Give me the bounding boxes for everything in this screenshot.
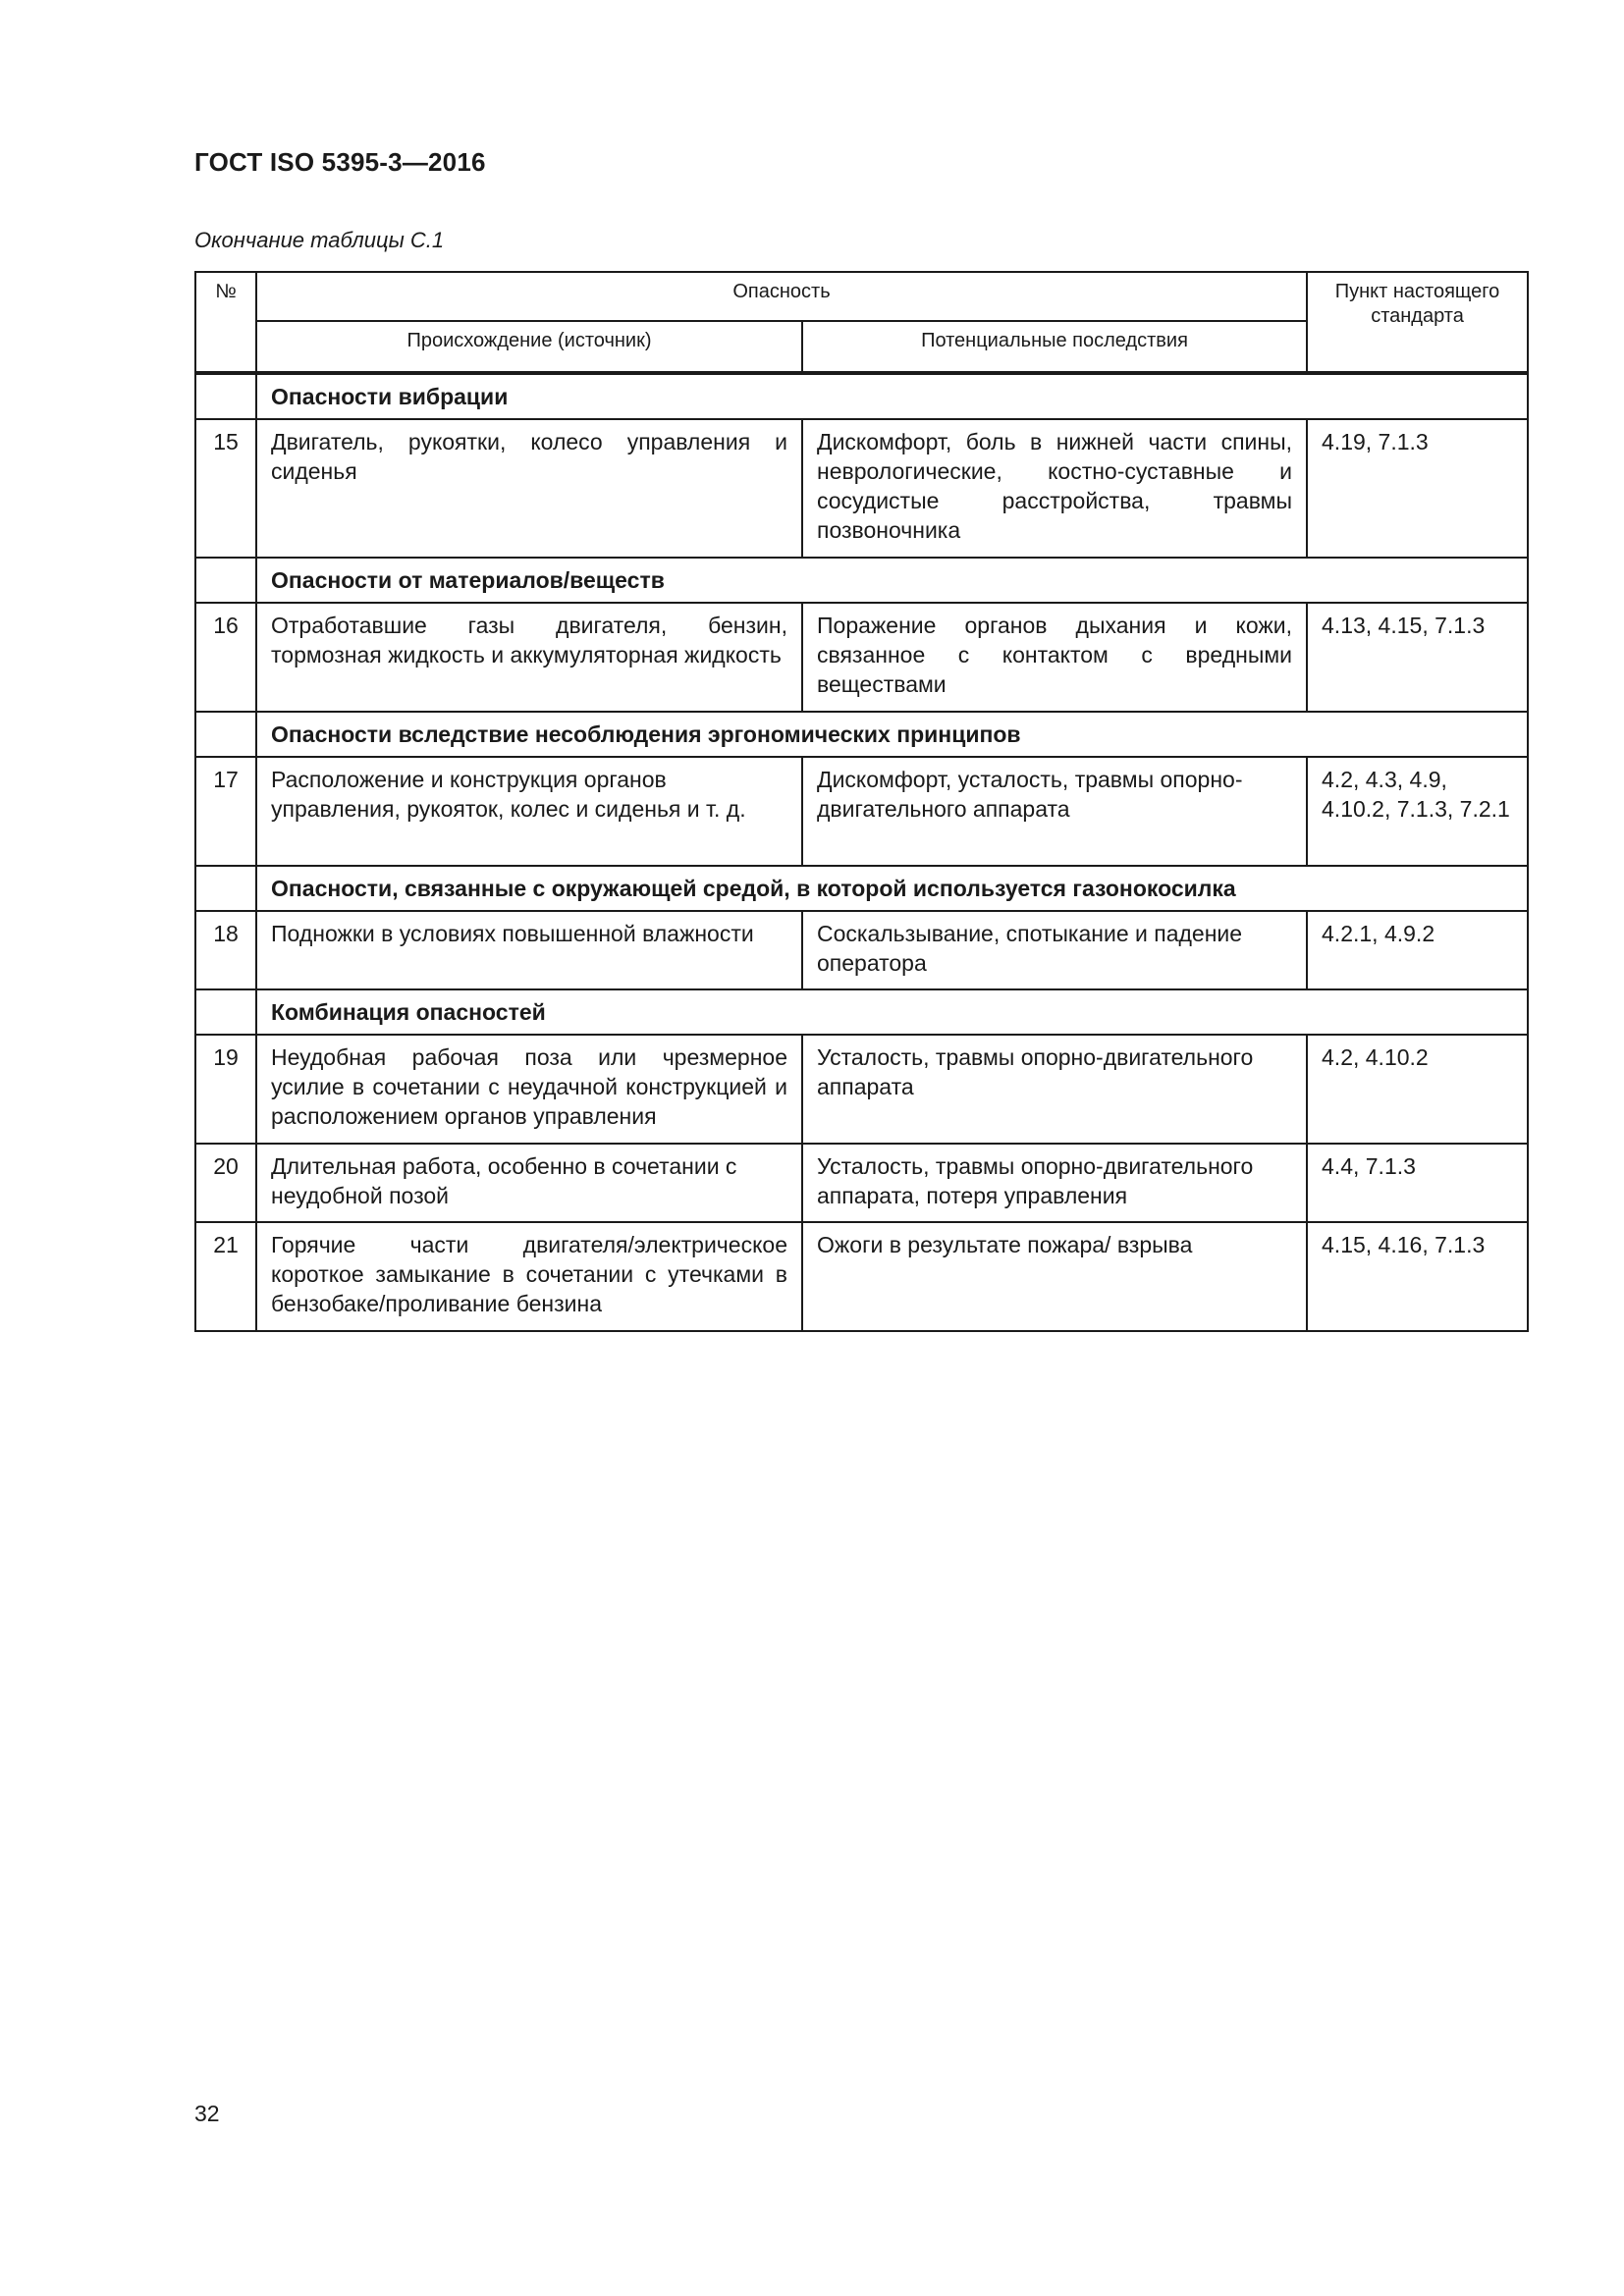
column-header-clause: Пункт настоящего стандарта (1307, 272, 1528, 373)
row-number: 20 (195, 1144, 256, 1222)
table-row (195, 419, 1528, 558)
row-clause: 4.19, 7.1.3 (1307, 419, 1528, 558)
row-clause: 4.2, 4.10.2 (1307, 1035, 1528, 1144)
group-row (195, 866, 1528, 911)
table-row (195, 603, 1528, 712)
row-clause: 4.15, 4.16, 7.1.3 (1307, 1222, 1528, 1331)
group-title: Опасности вследствие несоблюдения эргономических принципов (256, 712, 1528, 757)
row-number: 19 (195, 1035, 256, 1144)
document-header: ГОСТ ISO 5395-3—2016 (194, 147, 486, 177)
group-row (195, 558, 1528, 603)
table-body (195, 373, 1528, 1331)
row-clause: 4.2.1, 4.9.2 (1307, 911, 1528, 989)
column-header-hazard: Опасность (256, 272, 1307, 321)
row-consequences: Поражение органов дыхания и кожи, связанное с контактом с вредными веществами (802, 603, 1307, 712)
group-number-cell (195, 989, 256, 1035)
row-number: 15 (195, 419, 256, 558)
column-header-consequences: Потенциальные последствия (802, 321, 1307, 373)
table-caption: Окончание таблицы С.1 (194, 228, 445, 252)
row-origin: Неудобная рабочая поза или чрезмерное усилие в сочетании с неудачной конструкцией и расположением органов управления (256, 1035, 802, 1144)
row-clause: 4.13, 4.15, 7.1.3 (1307, 603, 1528, 712)
group-number-cell (195, 373, 256, 419)
row-origin: Горячие части двигателя/электрическое короткое замыкание в сочетании с утечками в бензобаке/проливание бензина (256, 1222, 802, 1331)
table-header (195, 272, 1528, 373)
table-row (195, 1035, 1528, 1144)
row-consequences: Ожоги в результате пожара/ взрыва (802, 1222, 1307, 1331)
column-header-origin: Происхождение (источник) (256, 321, 802, 373)
hazards-table (194, 271, 1529, 1332)
group-number-cell (195, 712, 256, 757)
row-clause: 4.2, 4.3, 4.9, 4.10.2, 7.1.3, 7.2.1 (1307, 757, 1528, 866)
group-title: Комбинация опасностей (256, 989, 1528, 1035)
row-consequences: Дискомфорт, боль в нижней части спины, неврологические, костно-суставные и сосудистые расстройства, травмы позвоночника (802, 419, 1307, 558)
row-number: 16 (195, 603, 256, 712)
row-origin: Двигатель, рукоятки, колесо управления и сиденья (256, 419, 802, 558)
group-number-cell (195, 558, 256, 603)
group-title: Опасности вибрации (256, 373, 1528, 419)
row-number: 21 (195, 1222, 256, 1331)
group-row (195, 373, 1528, 419)
row-origin: Подножки в условиях повышенной влажности (256, 911, 802, 989)
group-row (195, 989, 1528, 1035)
table-row (195, 911, 1528, 989)
group-row (195, 712, 1528, 757)
page-number: 32 (194, 2101, 220, 2126)
column-header-number: № (195, 272, 256, 373)
row-origin: Расположение и конструкция органов управления, рукояток, колес и сиденья и т. д. (256, 757, 802, 866)
table-row (195, 1144, 1528, 1222)
row-consequences: Дискомфорт, усталость, травмы опорно-двигательного аппарата (802, 757, 1307, 866)
row-origin: Отработавшие газы двигателя, бензин, тормозная жидкость и аккумуляторная жидкость (256, 603, 802, 712)
row-consequences: Усталость, травмы опорно-двигательного аппарата, потеря управления (802, 1144, 1307, 1222)
row-consequences: Соскальзывание, спотыкание и падение оператора (802, 911, 1307, 989)
row-consequences: Усталость, травмы опорно-двигательного аппарата (802, 1035, 1307, 1144)
table-row (195, 1222, 1528, 1331)
row-origin: Длительная работа, особенно в сочетании с неудобной позой (256, 1144, 802, 1222)
row-clause: 4.4, 7.1.3 (1307, 1144, 1528, 1222)
row-number: 18 (195, 911, 256, 989)
row-number: 17 (195, 757, 256, 866)
group-title: Опасности, связанные с окружающей средой, в которой используется газонокосилка (256, 866, 1528, 911)
table-row (195, 757, 1528, 866)
group-title: Опасности от материалов/веществ (256, 558, 1528, 603)
group-number-cell (195, 866, 256, 911)
